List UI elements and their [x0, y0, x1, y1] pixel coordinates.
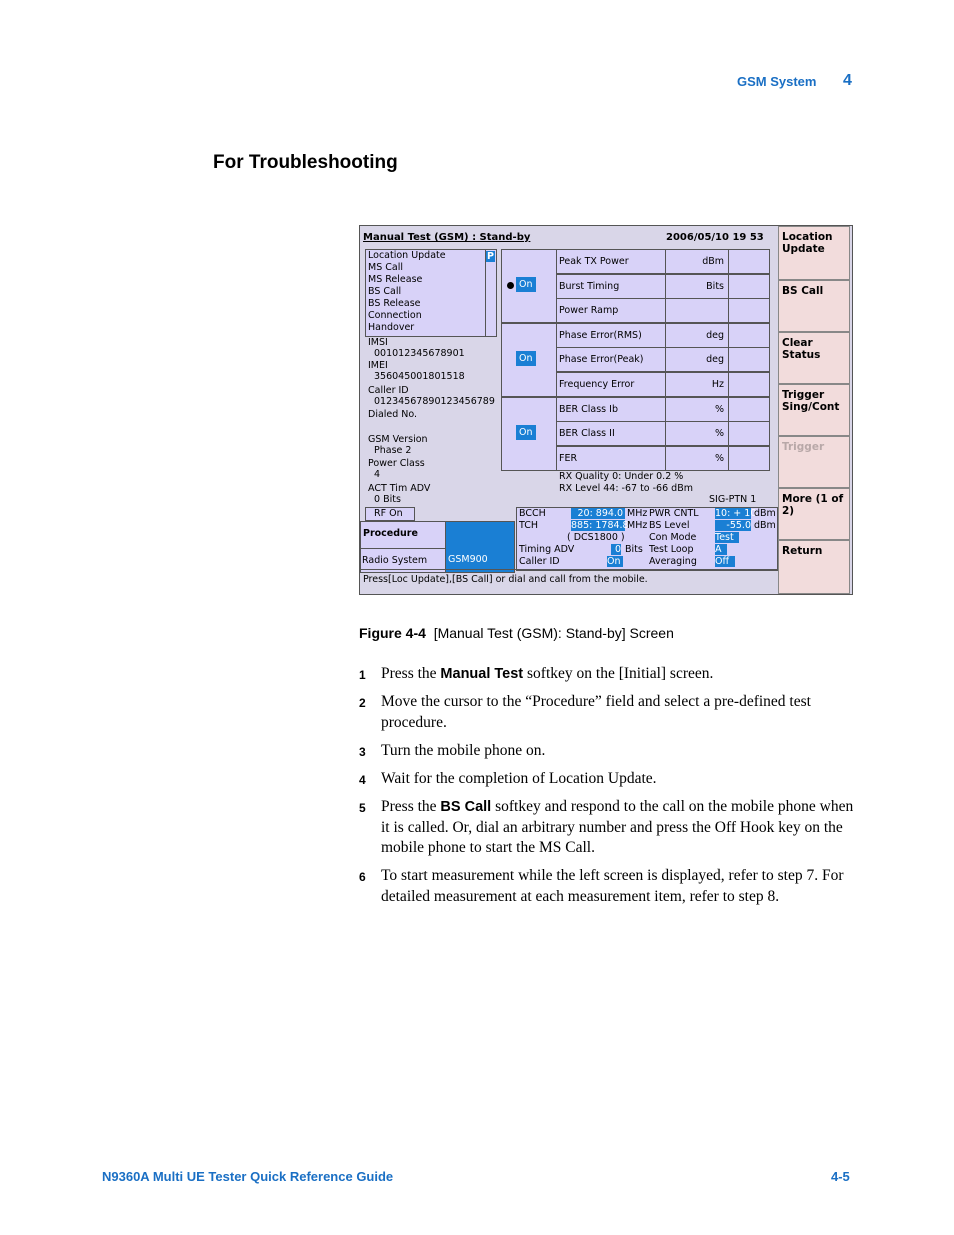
- measurement-extra: [728, 274, 770, 299]
- measurement-name[interactable]: Frequency Error: [556, 372, 666, 397]
- measurement-name[interactable]: BER Class II: [556, 421, 666, 446]
- footer-page-number: 4-5: [831, 1169, 850, 1184]
- caller-value: 01234567890123456789: [374, 396, 495, 407]
- softkey-clear-status[interactable]: Clear Status: [778, 332, 850, 384]
- procedure-list[interactable]: [365, 249, 497, 337]
- rx-quality: RX Quality 0: Under 0.2 %: [559, 471, 684, 482]
- caller-label: Caller ID: [368, 385, 409, 396]
- step-number: 2: [359, 696, 366, 711]
- pwr-cntl-unit: dBm: [754, 508, 776, 519]
- con-mode-label: Con Mode: [649, 532, 697, 543]
- list-item: 3 Turn the mobile phone on.: [359, 741, 854, 761]
- test-loop-value[interactable]: A: [715, 544, 727, 555]
- measurement-name[interactable]: FER: [556, 446, 666, 471]
- imei-value: 356045001801518: [374, 371, 465, 382]
- imsi-value: 001012345678901: [374, 348, 465, 359]
- con-mode-value[interactable]: Test: [715, 532, 739, 543]
- measurement-name[interactable]: Burst Timing: [556, 274, 666, 299]
- instrument-screen: [359, 225, 853, 595]
- act-value: 0 Bits: [374, 494, 401, 505]
- list-item[interactable]: Location Update: [368, 250, 446, 261]
- gsm-version-label: GSM Version: [368, 434, 428, 445]
- dialed-label: Dialed No.: [368, 409, 418, 420]
- measurement-name[interactable]: Phase Error(Peak): [556, 347, 666, 372]
- measurement-name[interactable]: BER Class Ib: [556, 397, 666, 422]
- measurement-unit: %: [665, 446, 729, 471]
- averaging-label: Averaging: [649, 556, 697, 567]
- measurement-extra: [728, 421, 770, 446]
- sig-ptn: SIG-PTN 1: [709, 494, 757, 505]
- measurement-row: [556, 274, 770, 298]
- measurement-row: [556, 421, 770, 445]
- rx-level: RX Level 44: -67 to -66 dBm: [559, 483, 693, 494]
- test-loop-label: Test Loop: [649, 544, 694, 555]
- footer-title: N9360A Multi UE Tester Quick Reference Guide: [102, 1169, 394, 1184]
- measurement-row: [556, 323, 770, 347]
- bcch-unit: MHz: [627, 508, 648, 519]
- timing-adv-label: Timing ADV: [519, 544, 575, 555]
- measurement-row: [556, 298, 770, 322]
- dcs-band: ( DCS1800 ): [567, 532, 625, 543]
- softkey-bs-call[interactable]: BS Call: [778, 280, 850, 332]
- divider: [360, 569, 778, 570]
- figure-label: Figure 4-4: [359, 625, 426, 641]
- screen-title: Manual Test (GSM) : Stand-by: [363, 232, 531, 243]
- figure-caption: [359, 625, 674, 641]
- running-header-section: GSM System: [737, 74, 817, 89]
- procedure-value[interactable]: [445, 521, 515, 573]
- section-title: For Troubleshooting: [213, 152, 398, 173]
- step-number: 5: [359, 801, 366, 816]
- bs-level-label: BS Level: [649, 520, 690, 531]
- act-label: ACT Tim ADV: [368, 483, 431, 494]
- measurement-extra: [728, 323, 770, 348]
- softkey-more[interactable]: More (1 of 2): [778, 488, 850, 540]
- measurement-row: [556, 249, 770, 273]
- cursor-bullet-icon: [507, 282, 514, 289]
- list-item: 5 Press the BS Call softkey and respond to the call on the mobile phone when it is called. Or, dial an arbitrary number and press the Off Hook key on the mobile phone to start the MS Call.: [359, 798, 854, 857]
- procedure-field[interactable]: Procedure: [360, 521, 446, 549]
- tch-value[interactable]: 885: 1784.8: [571, 520, 629, 531]
- measurement-unit: deg: [665, 347, 729, 372]
- list-scrollbar[interactable]: [485, 250, 496, 336]
- on-toggle-button[interactable]: On: [516, 351, 536, 366]
- measurement-unit: %: [665, 421, 729, 446]
- list-item: 2 Move the cursor to the “Procedure” field and select a pre-defined test procedure.: [359, 693, 811, 731]
- list-item: 6 To start measurement while the left screen is displayed, refer to step 7. For detailed measurement at each measurement item, refer to step 8.: [359, 867, 844, 905]
- measurement-unit: deg: [665, 323, 729, 348]
- power-class-label: Power Class: [368, 458, 425, 469]
- list-item[interactable]: BS Call: [368, 286, 402, 297]
- measurement-row: [556, 397, 770, 421]
- measurement-unit: [665, 298, 729, 323]
- group-phase-frequency: [501, 323, 557, 397]
- list-item[interactable]: Handover: [368, 322, 415, 333]
- running-header-chapter: 4: [843, 72, 852, 89]
- step-number: 1: [359, 668, 366, 682]
- measurement-name[interactable]: Peak TX Power: [556, 249, 666, 274]
- list-item[interactable]: BS Release: [368, 298, 421, 309]
- timing-adv-unit: Bits: [625, 544, 643, 555]
- bcch-value[interactable]: 20: 894.0: [571, 508, 625, 519]
- list-item: 4 Wait for the completion of Location Update.: [359, 769, 854, 789]
- imei-label: IMEI: [368, 360, 388, 371]
- measurement-extra: [728, 372, 770, 397]
- pwr-cntl-label: PWR CNTL: [649, 508, 699, 519]
- list-item[interactable]: MS Release: [368, 274, 423, 285]
- status-message: Press[Loc Update],[BS Call] or dial and call from the mobile.: [363, 574, 648, 585]
- bcch-label: BCCH: [519, 508, 546, 519]
- measurement-row: [556, 347, 770, 371]
- list-item[interactable]: MS Call: [368, 262, 403, 273]
- measurement-unit: dBm: [665, 249, 729, 274]
- step-number: 6: [359, 870, 366, 885]
- measurement-extra: [728, 298, 770, 323]
- gsm-version-value: Phase 2: [374, 445, 412, 456]
- pwr-cntl-value[interactable]: 10: + 10: [715, 508, 757, 519]
- callerid-value[interactable]: On: [607, 556, 623, 567]
- tch-unit: MHz: [627, 520, 648, 531]
- measurement-extra: [728, 249, 770, 274]
- measurement-extra: [728, 347, 770, 372]
- radio-system-field[interactable]: Radio System: [360, 548, 446, 573]
- softkey-return[interactable]: Return: [778, 540, 850, 594]
- softkey-location-update[interactable]: Location Update: [778, 226, 850, 280]
- measurement-row: [556, 372, 770, 396]
- tch-label: TCH: [519, 520, 539, 531]
- on-toggle-button[interactable]: On: [516, 425, 536, 440]
- group-power-timing: [501, 249, 557, 323]
- timing-adv-value[interactable]: 0: [611, 544, 621, 555]
- measurement-extra: [728, 446, 770, 471]
- averaging-value[interactable]: Off: [715, 556, 735, 567]
- list-item[interactable]: Connection: [368, 310, 422, 321]
- group-ber-fer: [501, 397, 557, 471]
- imsi-label: IMSI: [368, 337, 388, 348]
- radio-system-value[interactable]: GSM900: [448, 554, 488, 565]
- radio-params-panel: [516, 507, 778, 571]
- step-number: 4: [359, 773, 366, 788]
- measurement-unit: Bits: [665, 274, 729, 299]
- power-class-value: 4: [374, 469, 381, 480]
- measurement-name[interactable]: Phase Error(RMS): [556, 323, 666, 348]
- bs-level-value[interactable]: -55.0: [715, 520, 751, 531]
- on-toggle-button[interactable]: On: [516, 277, 536, 292]
- measurement-unit: %: [665, 397, 729, 422]
- step-number: 3: [359, 744, 366, 759]
- screen-datetime: 2006/05/10 19 53: [666, 232, 764, 243]
- list-item: 1 Press the Manual Test softkey on the [Initial] screen.: [359, 664, 854, 684]
- bs-level-unit: dBm: [754, 520, 776, 531]
- figure-caption-text: [Manual Test (GSM): Stand-by] Screen: [433, 625, 674, 641]
- measurement-unit: Hz: [665, 372, 729, 397]
- p-badge: P: [487, 251, 494, 262]
- softkey-trigger-sing-cont[interactable]: Trigger Sing/Cont: [778, 384, 850, 436]
- measurement-row: [556, 446, 770, 470]
- procedure-steps: [359, 664, 854, 915]
- measurement-extra: [728, 397, 770, 422]
- softkey-column: [778, 226, 852, 594]
- softkey-trigger[interactable]: Trigger: [778, 436, 850, 488]
- rf-toggle[interactable]: RF On: [365, 507, 415, 521]
- callerid-label: Caller ID: [519, 556, 560, 567]
- measurement-name[interactable]: Power Ramp: [556, 298, 666, 323]
